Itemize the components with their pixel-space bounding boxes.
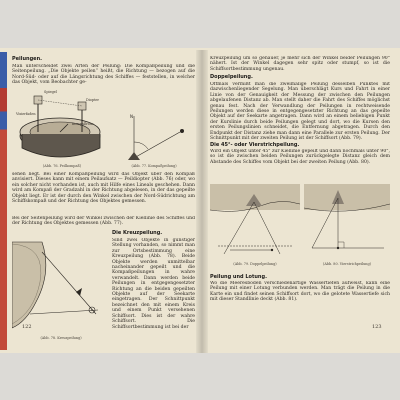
page-edge-tabs: [0, 52, 7, 350]
fig77-caption: (Abb. 77. Kompaßpeilung): [131, 164, 177, 168]
heading-vierstrichpeilung: Die 45°- oder Vierstrichpeilung.: [210, 142, 300, 148]
paragraph-seitenpeilung: Bei der Seitenpeilung wird der Winkel zwischen der Kiellinie des Schiffes und der Richtung des Objektes gemessen (Abb. 77).: [12, 216, 195, 227]
svg-text:N: N: [130, 114, 133, 119]
paragraph-doppelpeilung: Oftmals vermißt man die zweimalige Peilung desselben Punktes mit dazwischenliegender Segelung. Man überschlägt Kurs und Fahrt in einer Linie von der Genauigkeit der Messung der zwischen den Peilungen abgelaufenen Distanz ab. Man stellt daher die Fahrt des Schiffes möglichst genau fest. Nach der Verwandlung der Peilungen in rechtweisende Peilungen werden diese in entgegengesetzter Richtung an das gepeilte Objekt auf der Seekarte angetragen. Dann wird an einem beliebigen Punkt der Kurslinie durch beide Peilungen gelegt und dort, wo die Kursen den ersten Peilungslinien schneidet, die Entfernung abgetragen. Durch den Endpunkt der Distanz ziehe man dann eine Parallele zur ersten Peilung. Der Schnittpunkt mit der zweiten Peilung ist der Schiffsort (Abb. 79).: [210, 82, 390, 142]
fig80-caption: (Abb. 80. Vierstrichpeilung): [323, 262, 371, 266]
fig76-label-spiegel: Spiegel: [44, 90, 57, 94]
paragraph-kompasspeilung: sehen liegt. Bei einer Kompaßpeilung wird das Objekt über den Kompaß anvisiert. Dieses kann mit einem Peilaufsatz — Peildiopter (Abb. 76) oder, wo ein solcher nicht vorhanden ist, auch mit Hilfe eines Lineals geschehen. Dann wird am Kompaß der Gradzahl in der Richtung abgelesen, in der das gepeilte Objekt liegt. Er ist der durch den Winkel zwischen der Nord-Südrichtung am Schiffskompaß und der Richtung des Objektes gemessen.: [12, 172, 195, 205]
page-number-right: 123: [372, 324, 382, 330]
fig76-label-diopter: Diopter: [86, 98, 100, 102]
heading-kreuzpeilung: Die Kreuzpeilung.: [112, 230, 163, 236]
figure-vierstrichpeilung: [304, 184, 390, 270]
doppelpeilung-diagram: [210, 184, 300, 262]
page-number-left: 122: [22, 324, 32, 330]
left-page: [12, 52, 195, 352]
book-gutter: [196, 50, 208, 353]
vierstrichpeilung-diagram: [304, 184, 390, 262]
figure-kompasspeilung: [114, 112, 194, 170]
fig79-caption: (Abb. 79. Doppelpeilung): [233, 262, 277, 266]
heading-peilung-lotung: Peilung und Lotung.: [210, 274, 267, 280]
fig76-label-kompassrose: Kompaßrose: [72, 122, 94, 126]
right-page: [210, 52, 390, 352]
fig76-caption: (Abb. 76. Peilkompaß): [42, 164, 82, 168]
paragraph-kreuzpeilung-cont: Kreuzpeilung um so genauer, je mehr sich der Winkel beider Peilungen 90° nähert. Ist der Winkel dagegen sehr spitz oder stumpf, so ist die Schiffsortbestimmung ungenau.: [210, 56, 390, 72]
heading-doppelpeilung: Doppelpeilung.: [210, 74, 253, 80]
fig78-caption: (Abb. 78. Kreuzpeilung): [40, 336, 82, 340]
figure-doppelpeilung: [210, 184, 300, 270]
heading-peilungen: Peilungen.: [12, 56, 43, 62]
paragraph-kreuzpeilung: Sind zwei Objekte in günstiger Stellung vorhanden, so nimmt man zur Ortsbestimmung eine Kreuzpeilung (Abb. 78). Beide Objekte werden unmittelbar nacheinander gepeilt und die Kompaßpeilungen in wahre verwandelt. Dann werden beide Peilungen in entgegengesetzter Richtung an die beiden gepeilten Objekte auf der Seekarte eingetragen. Der Schnittpunkt bezeichnet den mit einem Kreis und einem Punkt versehenen Schiffsort. Dies ist der wahre Schiffsort. Die Schiffsortbestimmung ist bei der: [112, 238, 195, 330]
kompasspeilung-diagram: [114, 112, 194, 164]
paragraph-peilung-lotung: Wo die Meeresboden verschiedenartige Wassertiefen aufweist, kann eine Peilung mit einer Lotung verbunden werden. Man trägt die Peilung in die Karte ein und findet seinen Schiffsort dort, wo die gelotete Wassertiefe sich mit dieser Standlinie deckt (Abb. 81).: [210, 281, 390, 303]
paragraph-intro: Man unterscheidet zwei Arten der Peilung: Die Kompaßpeilung und die Seitenpeilung. „Die Objekte peilen“ heißt, die Richtung — bezogen auf die Nord-Süd- oder auf die Längsrichtung des Schiffes — feststellen, in welcher das Objekt, vom Beobachter ge-: [12, 64, 195, 86]
fig76-label-visierfaden: Visierfaden: [16, 112, 36, 116]
figure-peilkompass: [12, 86, 112, 170]
kreuzpeilung-diagram: [12, 232, 110, 336]
paragraph-vierstrichpeilung: Wird ein Objekt unter 45° zur Kiellinie gepeilt und dann nochmals unter 90°, so ist die zwischen beiden Peilungen zurückgelegte Distanz gleich dem Abstande des Schiffes vom Objekt bei der zweiten Peilung (Abb. 80).: [210, 149, 390, 165]
